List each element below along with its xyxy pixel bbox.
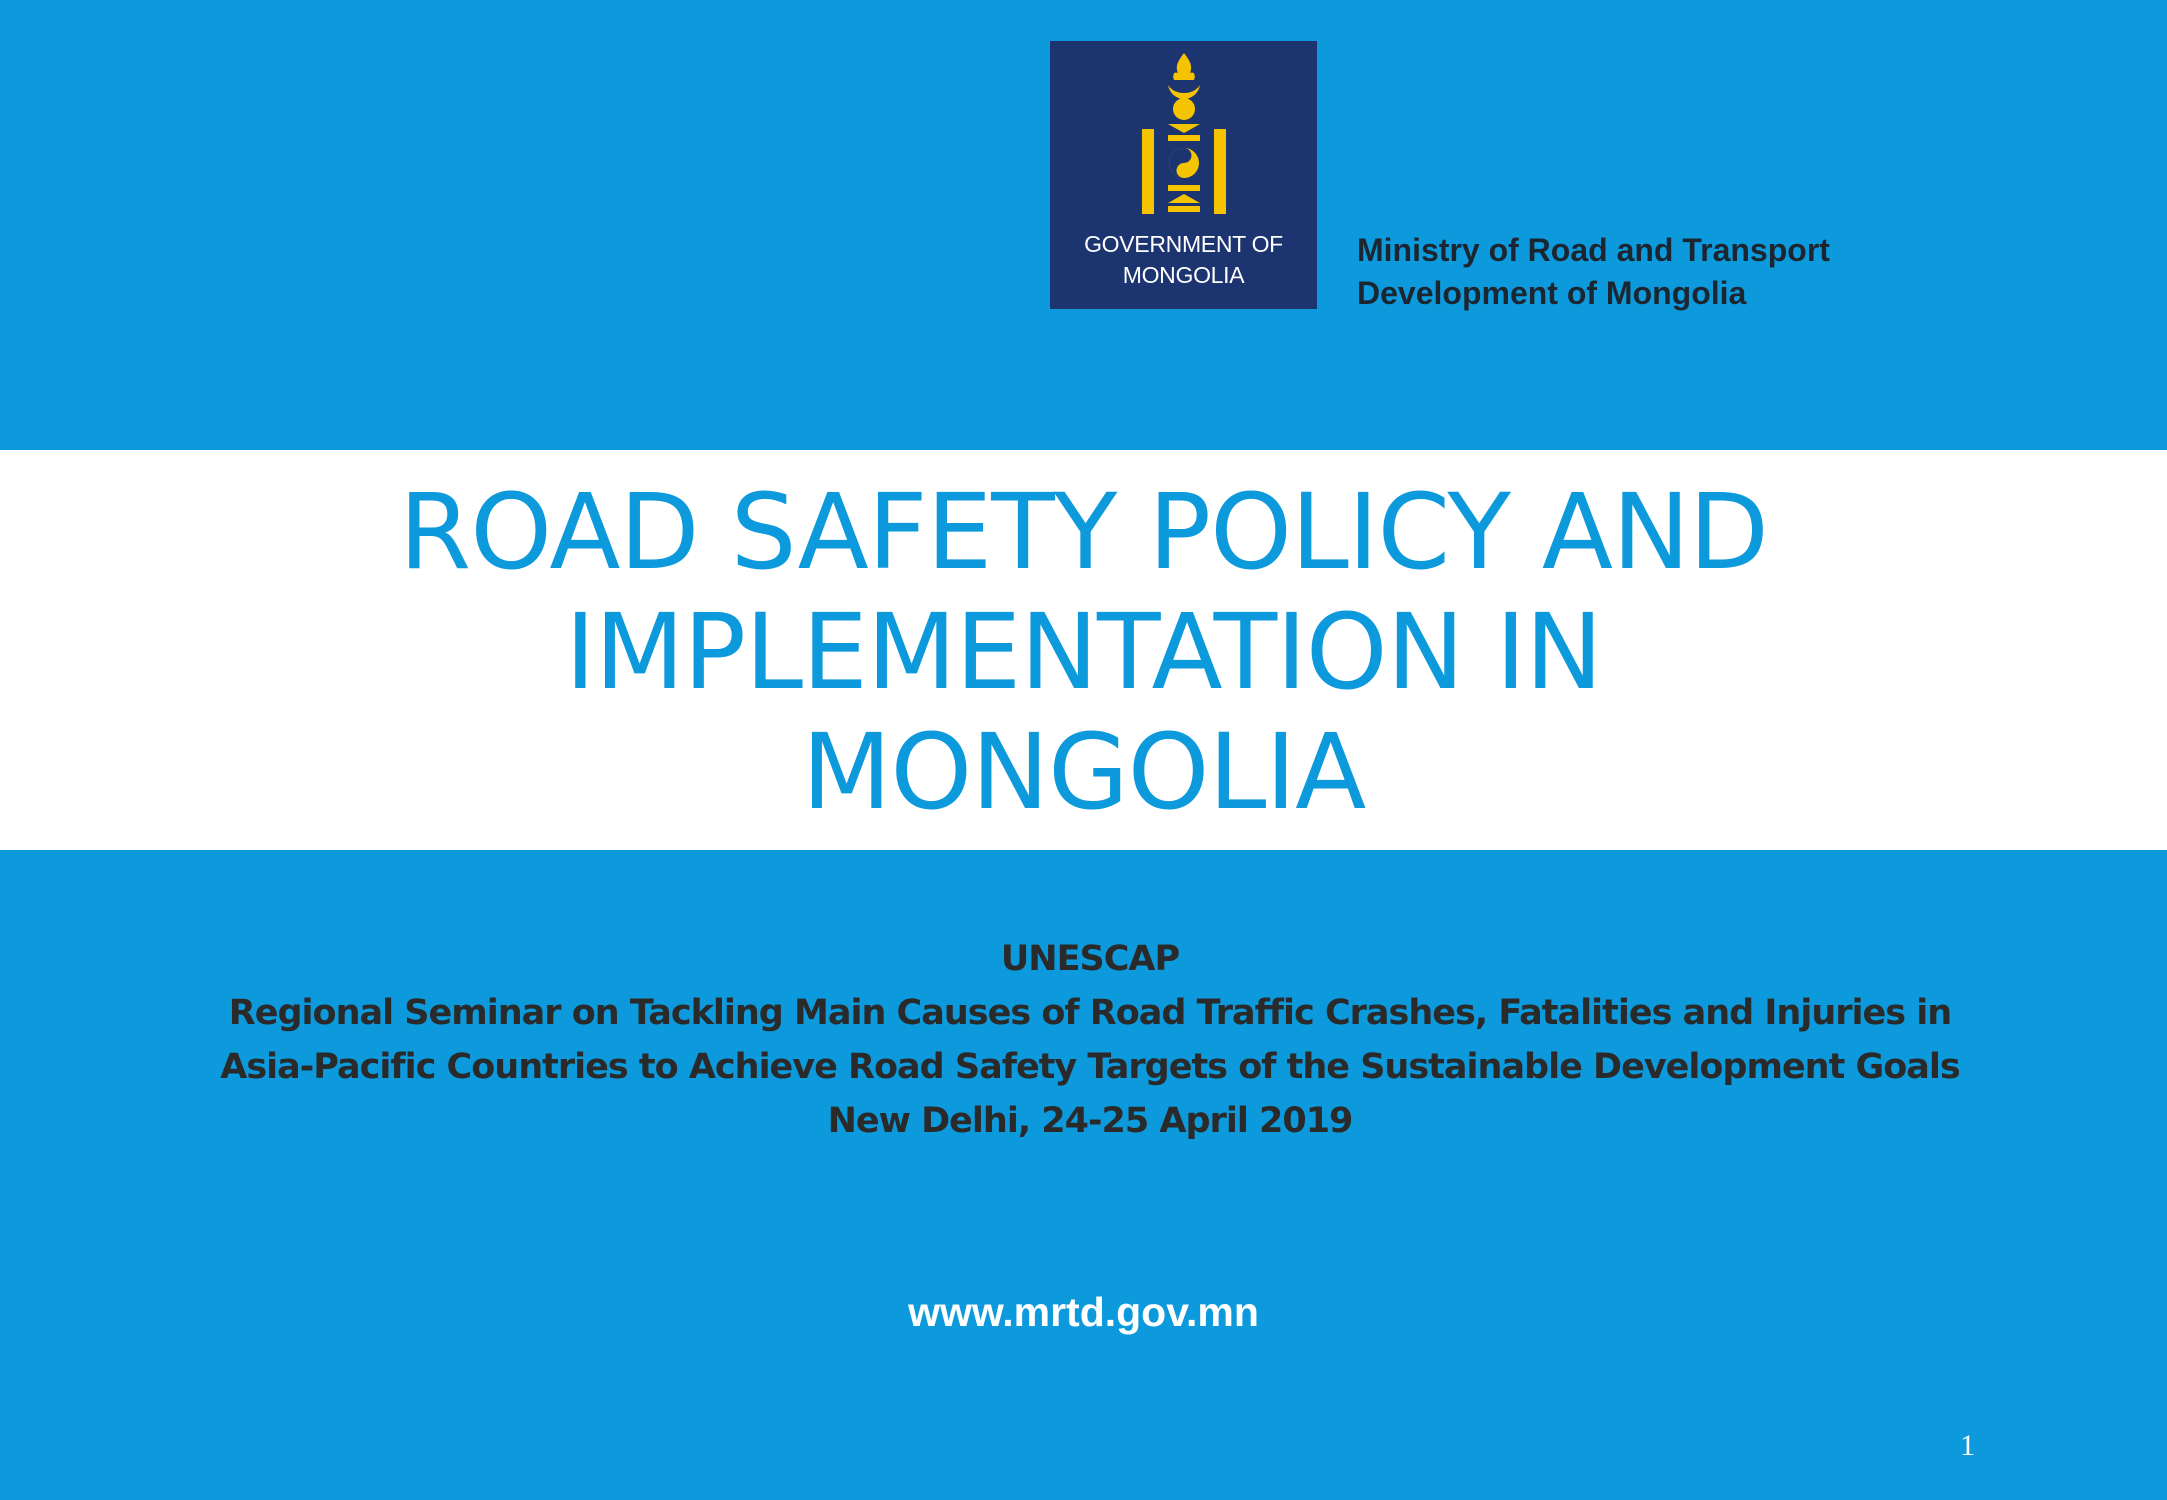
government-logo-text	[1050, 229, 1317, 291]
website-url: www.mrtd.gov.mn	[908, 1289, 1259, 1335]
seminar-info	[0, 932, 2167, 1148]
soyombo-emblem-icon	[1128, 51, 1240, 221]
ministry-name-line2: Development of Mongolia	[1357, 275, 1747, 311]
seminar-title-line2: Asia-Pacific Countries to Achieve Road Safety Targets of the Sustainable Development Goals	[220, 1047, 1960, 1087]
seminar-location-date: New Delhi, 24-25 April 2019	[827, 1101, 1353, 1141]
seminar-title-line1: Regional Seminar on Tackling Main Causes of Road Traffic Crashes, Fatalities and Injuries in	[228, 993, 1952, 1033]
slide-title-line1: ROAD SAFETY POLICY AND	[399, 471, 1768, 593]
page-number: 1	[1960, 1429, 1975, 1462]
slide-title-line3: MONGOLIA	[801, 711, 1366, 833]
title-band	[0, 450, 2167, 850]
ministry-name	[1357, 229, 1830, 315]
government-logo-line1: GOVERNMENT OF	[1084, 231, 1283, 257]
ministry-name-line1: Ministry of Road and Transport	[1357, 232, 1830, 268]
slide-title	[0, 450, 2167, 832]
slide-title-line2: IMPLEMENTATION IN	[565, 591, 1602, 713]
seminar-organizer: UNESCAP	[1000, 939, 1180, 979]
government-logo	[1050, 41, 1317, 309]
government-logo-line2: MONGOLIA	[1122, 262, 1245, 288]
